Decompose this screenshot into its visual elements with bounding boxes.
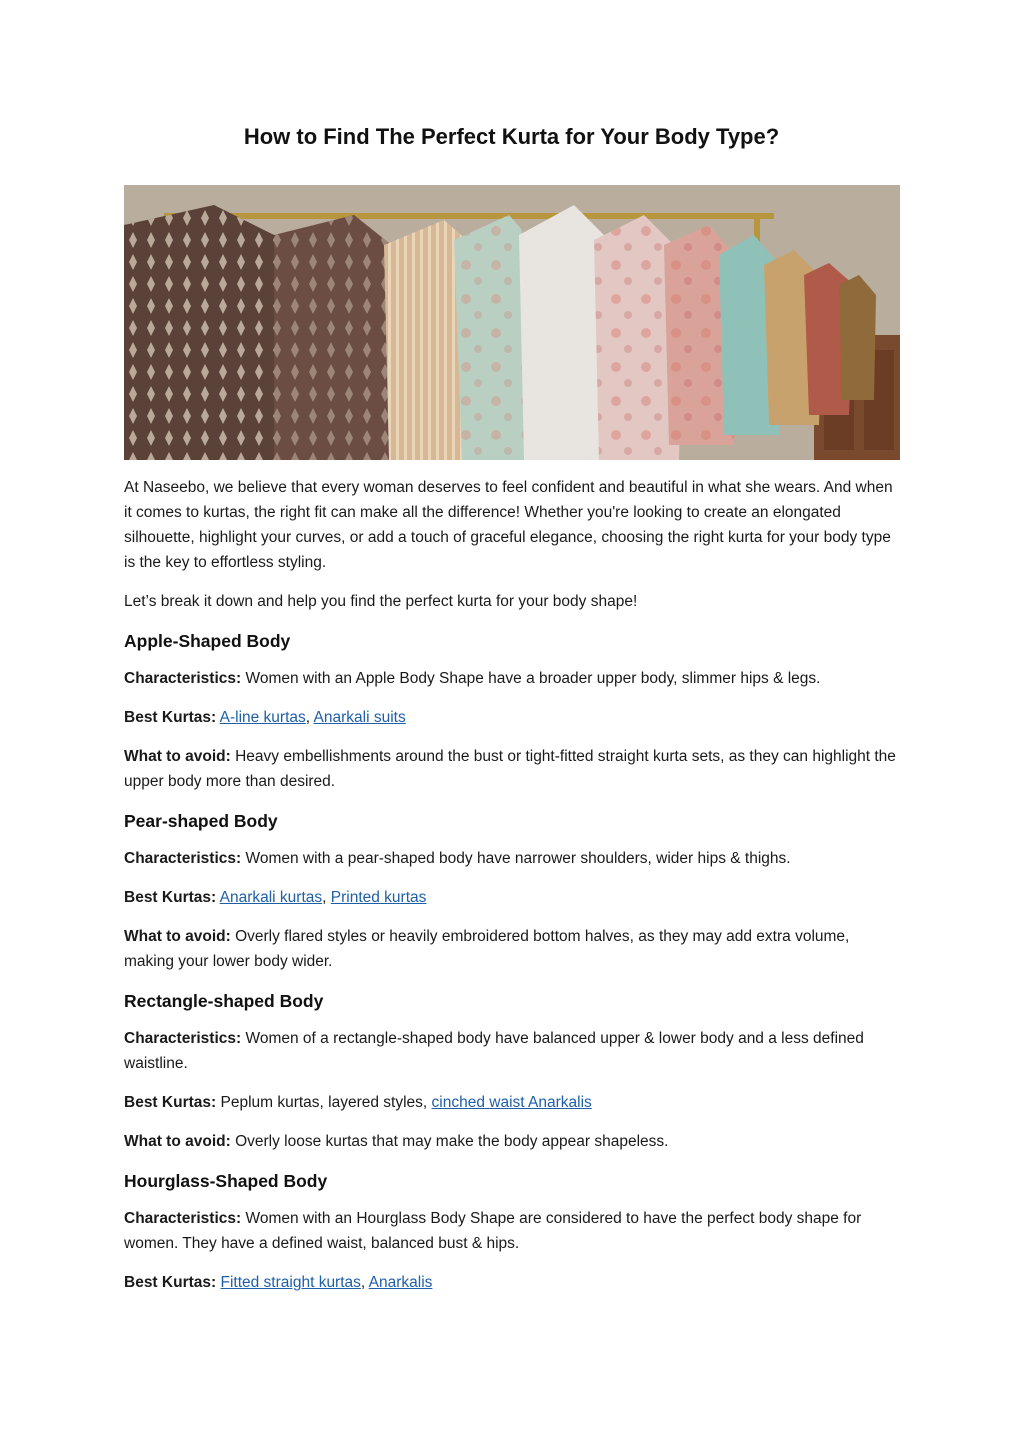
best-kurtas-apple: Best Kurtas: A-line kurtas, Anarkali suits [124,709,406,726]
clothing-rail [164,213,774,219]
characteristics-apple: Characteristics: Women with an Apple Body Shape have a broader upper body, slimmer hips & legs. [124,670,821,687]
link-anarkalis[interactable]: Anarkalis [368,1274,433,1291]
best-kurtas-pear: Best Kurtas: Anarkali kurtas, Printed kurtas [124,889,427,906]
link-anarkali-suits[interactable]: Anarkali suits [313,709,406,726]
section-heading-rectangle: Rectangle-shaped Body [124,991,324,1011]
link-printed-kurtas[interactable]: Printed kurtas [330,889,427,906]
clothing-rack-photo [124,185,900,460]
intro-lead: Let’s break it down and help you find the perfect kurta for your body shape! [124,593,638,610]
characteristics-pear: Characteristics: Women with a pear-shaped body have narrower shoulders, wider hips & thighs. [124,850,791,867]
section-heading-hourglass: Hourglass-Shaped Body [124,1171,328,1191]
hero-image [124,185,900,460]
link-cinched-waist-anarkalis[interactable]: cinched waist Anarkalis [431,1094,592,1111]
characteristics-hourglass: Characteristics: Women with an Hourglass Body Shape are considered to have the perfect body shape for women. They have a defined waist, balanced bust & hips. [124,1210,862,1252]
best-kurtas-hourglass: Best Kurtas: Fitted straight kurtas, Anarkalis [124,1274,433,1291]
best-kurtas-rectangle: Best Kurtas: Peplum kurtas, layered styles, cinched waist Anarkalis [124,1094,592,1111]
avoid-rectangle: What to avoid: Overly loose kurtas that may make the body appear shapeless. [124,1133,669,1150]
section-heading-apple: Apple-Shaped Body [124,631,291,651]
intro-paragraph: At Naseebo, we believe that every woman deserves to feel confident and beautiful in what she wears. And when it comes to kurtas, the right fit can make all the difference! Whether you're looking to create an elongated silhouette, highlight your curves, or add a touch of graceful elegance, choosing the right kurta for your body type is the key to effortless styling. [124,479,893,571]
avoid-pear: What to avoid: Overly flared styles or heavily embroidered bottom halves, as they may add extra volume, making your lower body wider. [124,928,850,970]
characteristics-rectangle: Characteristics: Women of a rectangle-shaped body have balanced upper & lower body and a less defined waistline. [124,1030,864,1072]
avoid-apple: What to avoid: Heavy embellishments around the bust or tight-fitted straight kurta sets, as they can highlight the upper body more than desired. [124,748,896,790]
link-anarkali-kurtas[interactable]: Anarkali kurtas [219,889,323,906]
article-body [124,475,900,1309]
link-a-line-kurtas[interactable]: A-line kurtas [219,709,306,726]
section-heading-pear: Pear-shaped Body [124,811,278,831]
page-title: How to Find The Perfect Kurta for Your Body Type? [243,124,780,149]
link-fitted-straight-kurtas[interactable]: Fitted straight kurtas [220,1274,361,1291]
